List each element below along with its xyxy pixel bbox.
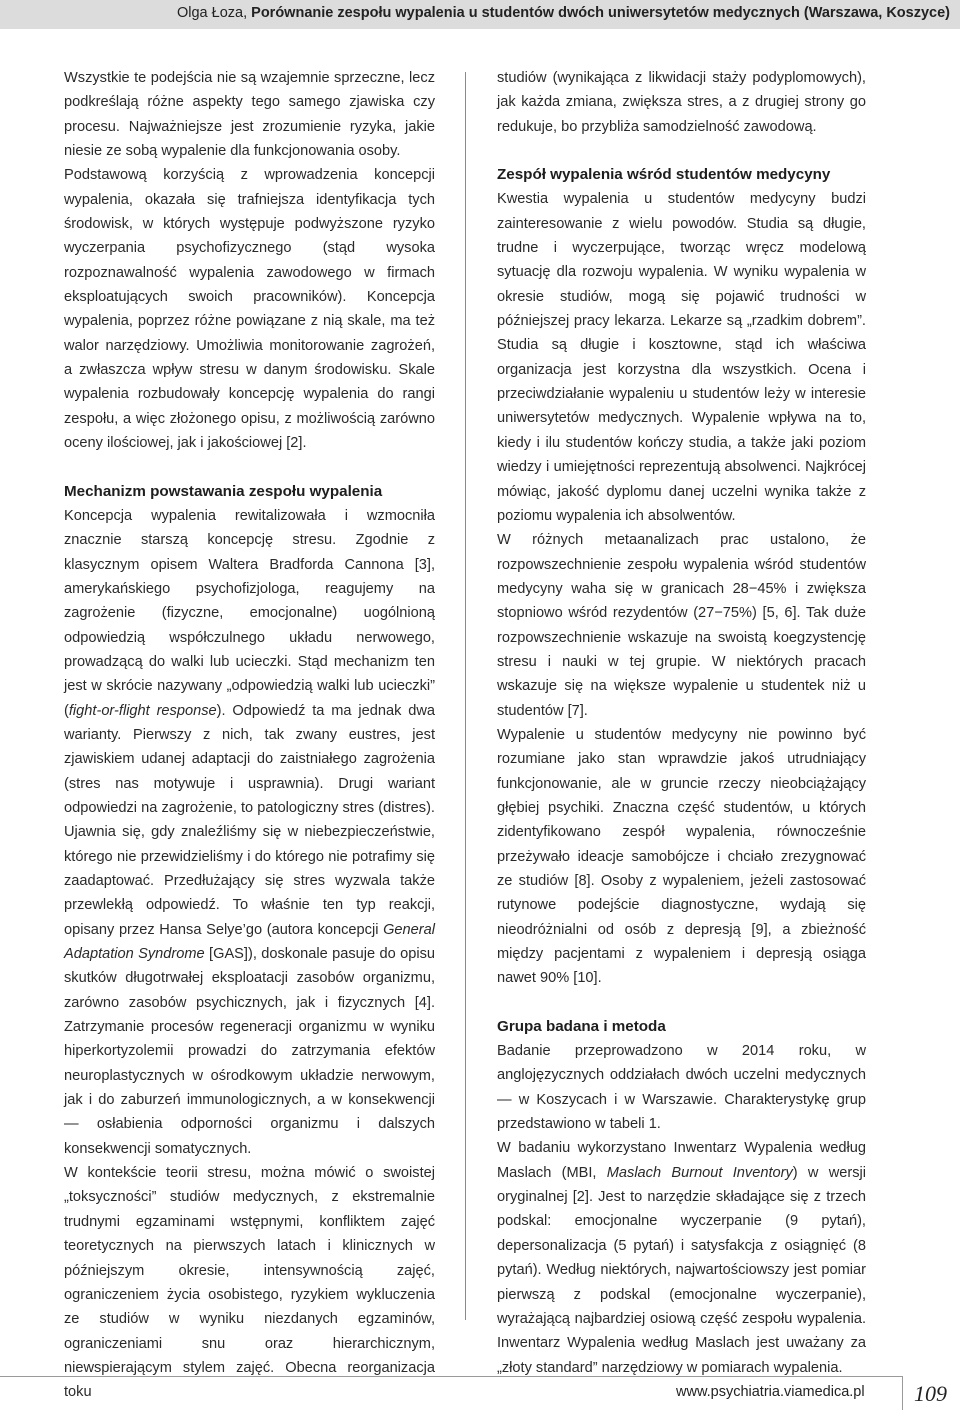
section-heading: Mechanizm powstawania zespołu wypalenia <box>64 482 383 500</box>
paragraph: Wypalenie u studentów medycyny nie powinno być rozumiane jako stan wprawdzie jakoś utrudniający funkcjonowanie, ale w gruncie rzeczy nieobciążający głębiej psychiki. Znaczna część studentów, u których zidentyfikowano zespół wypalenia, równocześnie przeżywało ideacje samobójcze i chciało zrezygnować ze studiów [8]. Osoby z wypaleniem, jeżeli zastosować rutynowe podejście diagnostyczne, wydają się nieodróżnialni od osób z depresją [9], a zbieżność między pacjentami z wypaleniem i depresją osiąga nawet 90% [10]. <box>497 726 866 987</box>
paragraph: W kontekście teorii stresu, można mówić o swoistej „toksyczności” studiów medycznych, z ekstremalnie trudnymi egzaminami wstępnymi, konfliktem zajęć teoretycznych na pierwszych latach i klinicznych w późniejszym okresie, intensywnością zajęć, ograniczeniem życia osobistego, ryzykiem wykluczenia ze studiów w wyniku niezdanych egzaminów, ograniczeniami snu oraz hierarchicznym, niewspierającym stylem zajęć. Obecna reorganizacja toku <box>64 1165 435 1401</box>
paragraph: studiów (wynikająca z likwidacji staży podyplomowych), jak każda zmiana, zwiększa stres, a z drugiej strony go redukuje, bo przybliża samodzielność zawodową. <box>497 70 866 135</box>
paragraph: Wszystkie te podejścia nie są wzajemnie sprzeczne, lecz podkreślają różne aspekty tego samego zjawiska czy procesu. Najważniejsze jest zrozumienie ryzyka, jakie niesie ze sobą wypalenie dla funkcjonowania osoby. <box>64 70 435 160</box>
column-divider <box>465 72 466 1320</box>
header-author: Olga Łoza, <box>176 5 252 21</box>
right-column <box>497 66 866 1380</box>
paragraph: W różnych metaanalizach prac ustalono, że rozpowszechnienie zespołu wypalenia wśród studentów medycyny waha się w granicach 28−45% i zwiększa stopniowo wśród rezydentów (27−75%) [5, 6]. Tak duże rozpowszechnienie wskazuje na swoistą koegzystencję stresu i nauki w tej grupie. W niektórych pracach wskazuje się na większe wypalenie u studentek niż u studentów [7]. <box>497 532 866 719</box>
left-column <box>64 66 435 1405</box>
paragraph: Koncepcja wypalenia rewitalizowała i wzmocniła znacznie starszą koncepcję stresu. Zgodnie z klasycznym opisem Waltera Bradforda Cannona [3], amerykańskiego psychofizjologa, reagujemy na zagrożenie (fizyczne, emocjonalne) uogólnioną odpowiedzią współczulnego układu nerwowego, prowadzącą do walki lub ucieczki. Stąd mechanizm ten jest w skrócie nazywany „odpowiedzią walki lub ucieczki” (fight-or-flight response). Odpowiedź ta ma jednak dwa warianty. Pierwszy z nich, tak zwany eustres, jest zjawiskiem udanej adaptacji do zaistniałego zagrożenia (stres nas motywuje i usprawnia). Drugi wariant odpowiedzi na zagrożenie, to patologiczny stres (distres). Ujawnia się, gdy znaleźliśmy się w niebezpieczeństwie, którego nie przewidzieliśmy i do którego nie potrafimy się zaadaptować. Przedłużający się stres wyzwala także przewlekłą odpowiedź. To właśnie ten typ reakcji, opisany przez Hansa Selye’go (autora koncepcji General Adaptation Syndrome [GAS]), doskonale pasuje do opisu skutków długotrwałej eksploatacji zasobów organizmu, zarówno zasobów psychicznych, jak i fizycznych [4]. Zatrzymanie procesów regeneracji organizmu w wyniku hiperkortyzolemii prowadzi do zatrzymania efektów neuroplastycznych w ośrodkowym układzie nerwowym, jak i do zaburzeń immunologicznych, a w konsekwencji — osłabienia odporności organizmu i dalszych konsekwencji somatycznych. <box>64 507 436 1157</box>
italic-term: fight-or-flight response <box>68 702 217 719</box>
section-heading: Grupa badana i metoda <box>497 1017 666 1035</box>
footer-vertical-rule <box>902 1376 903 1410</box>
italic-term: Maslach Burnout Inventory <box>606 1164 793 1181</box>
section-heading: Zespół wypalenia wśród studentów medycyny <box>497 166 831 184</box>
paragraph: Podstawową korzyścią z wprowadzenia koncepcji wypalenia, okazała się trafniejsza identyfikacja tych środowisk, w których występuje podwyższone ryzyko wyczerpania psychofizycznego (stąd wysoka rozpoznawalność wypalenia zawodowego w firmach eksploatujących swoich pracowników). Koncepcja wypalenia, poprzez różne powiązane z nią skale, ma też walor narzędziowy. Umożliwia monitorowanie zagrożeń, a zwłaszcza wpływ stresu w danym środowisku. Skale wypalenia rozbudowały koncepcję wypalenia do rangi zespołu, a więc złożonego opisu, z możliwością zarówno oceny ilościowej, jak i jakościowej [2]. <box>64 167 435 452</box>
footer-rule <box>0 1376 902 1377</box>
page-number: 109 <box>914 1381 947 1406</box>
paragraph: W badaniu wykorzystano Inwentarz Wypalenia według Maslach (MBI, Maslach Burnout Inventory) w wersji oryginalnej [2]. Jest to narzędzie składające się z trzech podskal: emocjonalne wyczerpanie (9 pytań), depersonalizacja (5 pytań) i satysfakcja z osiągnięć (8 pytań). Według niektórych, najwartościowszy jest pomiar pierwszą z podskal (emocjonalne wyczerpanie), wyrażającą najbardziej osiową część zespołu wypalenia. Inwentarz Wypalenia według Maslach jest uważany za „złoty standard” narzędziowy w pomiarach wypalenia. <box>497 1140 867 1376</box>
header-title: Porównanie zespołu wypalenia u studentów dwóch uniwersytetów medycznych (Warszawa, Koszyce) <box>251 5 950 21</box>
italic-term: General Adaptation Syndrome <box>64 921 435 963</box>
journal-url[interactable]: www.psychiatria.viamedica.pl <box>676 1384 865 1400</box>
paragraph: Kwestia wypalenia u studentów medycyny budzi zainteresowanie z wielu powodów. Studia są długie, trudne i wyczerpujące, tworząc wręcz modelową sytuację dla rozwoju wypalenia. W wyniku wypalenia w okresie studiów, mogą się pojawić trudności w późniejszej pracy lekarza. Lekarze są „rzadkim dobrem”. Studia są długie i kosztowne, stąd ich właściwa organizacja jest korzystna dla wszystkich. Ocena i przeciwdziałanie wypaleniu u studentów leży w interesie uniwersytetów medycznych. Wypalenie wpływa na to, kiedy i ilu studentów kończy studia, a także jaki poziom wiedzy i umiejętności reprezentują absolwenci. Najkrócej mówiąc, jakość dyplomu danej uczelni wynika także z poziomu wypalenia ich absolwentów. <box>497 191 866 524</box>
running-header <box>0 0 960 29</box>
running-header-text <box>177 5 950 21</box>
paragraph: Badanie przeprowadzono w 2014 roku, w anglojęzycznych oddziałach dwóch uczelni medycznych — w Koszycach i w Warszawie. Charakterystykę grup przedstawiono w tabeli 1. <box>497 1043 866 1133</box>
